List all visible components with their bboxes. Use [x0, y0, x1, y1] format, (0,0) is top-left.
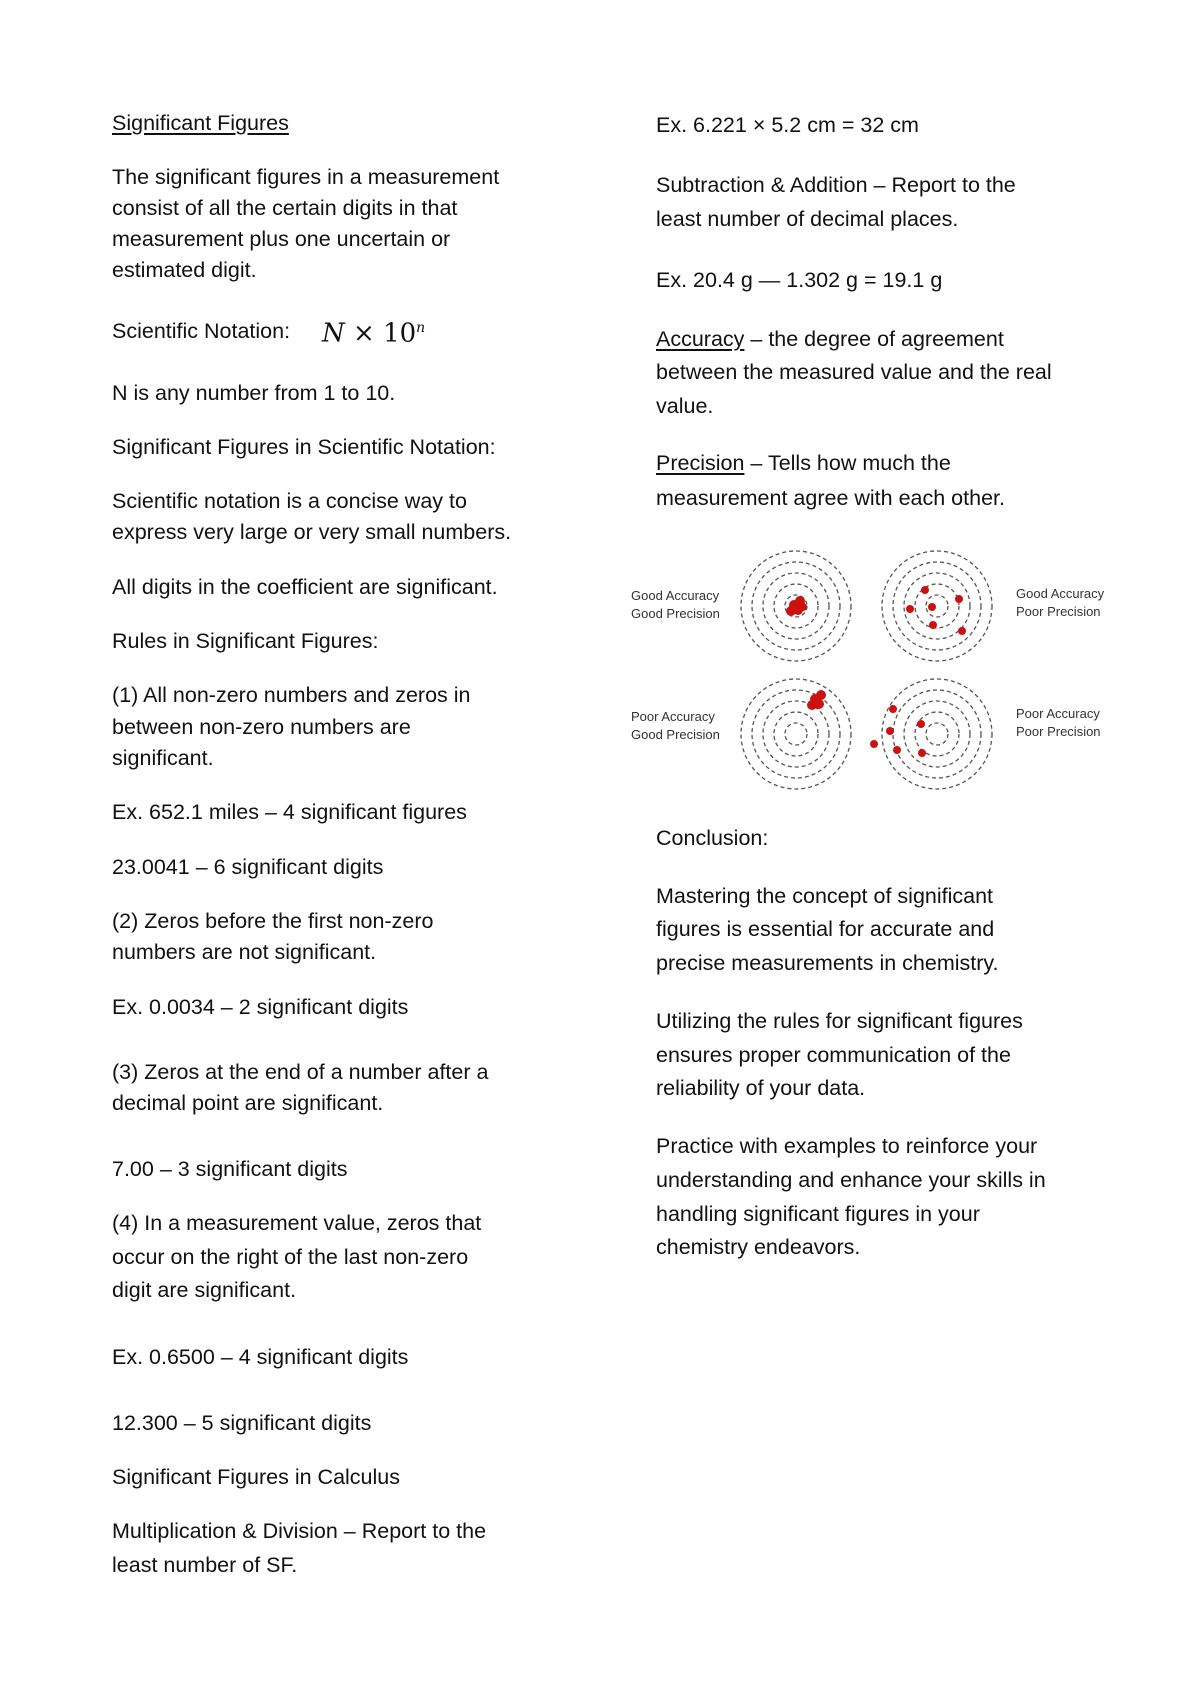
conclusion-line: ensures proper communication of the	[656, 1043, 1011, 1067]
hit-dot	[786, 606, 796, 616]
conclusion-line: Utilizing the rules for significant figures	[656, 1009, 1023, 1033]
example-text: 12.300 – 5 significant digits	[112, 1411, 372, 1435]
intro-line: measurement plus one uncertain or	[112, 227, 451, 251]
hit-dot	[906, 605, 914, 613]
rule-1-line: between non-zero numbers are	[112, 715, 411, 739]
rule-3-line: (3) Zeros at the end of a number after a	[112, 1060, 489, 1084]
hits-bottom-left	[807, 690, 826, 710]
n-range-text: N is any number from 1 to 10.	[112, 381, 396, 405]
target-bottom-left	[741, 679, 851, 789]
example-text: Ex. 20.4 g — 1.302 g = 19.1 g	[656, 268, 943, 292]
conclusion-line: Mastering the concept of significant	[656, 884, 994, 908]
label-good-accuracy-poor-precision: Good Accuracy Poor Precision	[1016, 586, 1105, 619]
example-text: Ex. 6.221 × 5.2 cm = 32 cm	[656, 113, 919, 137]
intro-line: consist of all the certain digits in that	[112, 196, 458, 220]
conclusion-line: Practice with examples to reinforce your	[656, 1134, 1038, 1158]
conclusion-line: reliability of your data.	[656, 1076, 866, 1100]
hits-bottom-right	[870, 705, 926, 757]
section-heading: Significant Figures in Scientific Notation:	[112, 435, 496, 459]
hit-dot	[928, 603, 936, 611]
hit-dot	[799, 603, 807, 611]
rule-2-line: (2) Zeros before the first non-zero	[112, 909, 434, 933]
hit-dot	[958, 627, 966, 635]
coefficient-text: All digits in the coefficient are significant.	[112, 575, 498, 599]
formula-base: 10	[383, 318, 417, 349]
rule-4-line: digit are significant.	[112, 1278, 297, 1302]
hit-dot	[929, 621, 937, 629]
page-title: Significant Figures	[112, 111, 289, 135]
hit-dot	[807, 700, 817, 710]
hit-dot	[917, 720, 925, 728]
label-poor-accuracy-good-precision: Poor Accuracy Good Precision	[631, 709, 720, 742]
rule-1-line: significant.	[112, 746, 214, 770]
accuracy-term: Accuracy	[656, 327, 745, 351]
conclusion-line: handling significant figures in your	[656, 1202, 980, 1226]
example-text: Ex. 652.1 miles – 4 significant figures	[112, 800, 467, 824]
hit-dot	[955, 595, 963, 603]
conclusion-line: understanding and enhance your skills in	[656, 1168, 1046, 1192]
conclusion-heading: Conclusion:	[656, 826, 769, 850]
hit-dot	[893, 746, 901, 754]
hit-dot	[816, 690, 826, 700]
formula-times: ×	[353, 318, 375, 349]
mult-rule-line: Multiplication & Division – Report to the	[112, 1519, 487, 1543]
precision-def-line: measurement agree with each other.	[656, 486, 1005, 510]
rule-1-line: (1) All non-zero numbers and zeros in	[112, 683, 471, 707]
sci-desc-line: Scientific notation is a concise way to	[112, 489, 467, 513]
accuracy-def-line: value.	[656, 394, 714, 418]
target-top-right	[882, 551, 992, 661]
example-text: 7.00 – 3 significant digits	[112, 1157, 348, 1181]
rule-4-line: (4) In a measurement value, zeros that	[112, 1211, 482, 1235]
conclusion-line: figures is essential for accurate and	[656, 917, 995, 941]
conclusion-line: chemistry endeavors.	[656, 1235, 861, 1259]
example-text: Ex. 0.6500 – 4 significant digits	[112, 1345, 409, 1369]
precision-term: Precision	[656, 451, 745, 475]
formula-n: N	[322, 318, 345, 349]
example-text: 23.0041 – 6 significant digits	[112, 855, 384, 879]
intro-line: The significant figures in a measurement	[112, 165, 500, 189]
accuracy-def-line: between the measured value and the real	[656, 360, 1052, 384]
scientific-notation-label: Scientific Notation:	[112, 319, 291, 343]
hit-dot	[918, 749, 926, 757]
label-poor-accuracy-poor-precision: Poor Accuracy Poor Precision	[1016, 706, 1101, 739]
section-heading: Rules in Significant Figures:	[112, 629, 379, 653]
rule-3-line: decimal point are significant.	[112, 1091, 384, 1115]
intro-line: estimated digit.	[112, 258, 257, 282]
hit-dot	[889, 705, 897, 713]
precision-def-text: – Tells how much the	[744, 451, 951, 475]
example-text: Ex. 0.0034 – 2 significant digits	[112, 995, 409, 1019]
rule-2-line: numbers are not significant.	[112, 940, 377, 964]
target-bottom-right	[882, 679, 992, 789]
hit-dot	[921, 586, 929, 594]
accuracy-def-text: – the degree of agreement	[744, 327, 1004, 351]
section-heading: Significant Figures in Calculus	[112, 1465, 400, 1489]
rule-4-line: occur on the right of the last non-zero	[112, 1245, 469, 1269]
addsub-rule-line: least number of decimal places.	[656, 207, 959, 231]
addsub-rule-line: Subtraction & Addition – Report to the	[656, 173, 1016, 197]
conclusion-line: precise measurements in chemistry.	[656, 951, 999, 975]
hit-dot	[886, 727, 894, 735]
mult-rule-line: least number of SF.	[112, 1553, 298, 1577]
label-good-accuracy-good-precision: Good Accuracy Good Precision	[631, 588, 720, 621]
hit-dot	[870, 740, 878, 748]
sci-desc-line: express very large or very small numbers.	[112, 520, 512, 544]
formula-exponent: n	[416, 320, 426, 336]
